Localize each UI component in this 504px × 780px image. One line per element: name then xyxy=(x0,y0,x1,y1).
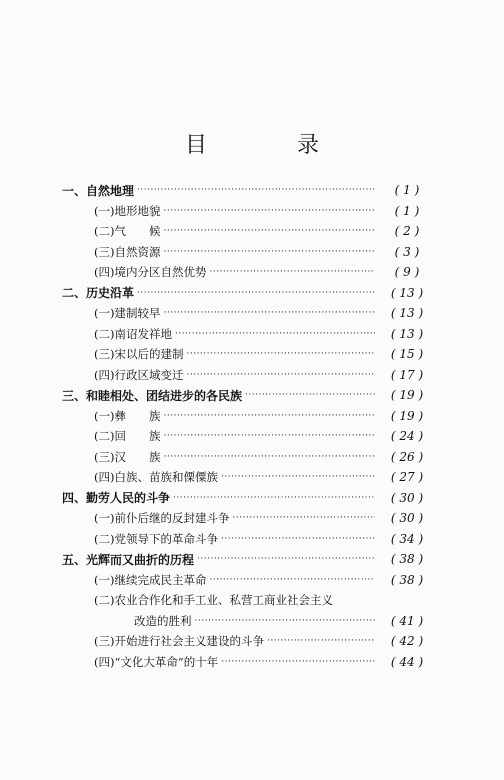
toc-entry xyxy=(62,242,436,263)
toc-page: ( 19 ) xyxy=(390,388,424,403)
toc-page: ( 9 ) xyxy=(394,265,420,280)
toc-text: 行政区域变迁 xyxy=(114,367,184,382)
toc-leader xyxy=(175,329,375,339)
toc-page: ( 19 ) xyxy=(390,408,424,423)
toc-text: 光辉而又曲折的历程 xyxy=(86,552,195,567)
toc-page: ( 2 ) xyxy=(394,224,420,239)
toc-entry xyxy=(62,201,436,222)
toc-leader xyxy=(209,575,375,585)
toc-text: 农业合作化和手工业、私营工商业社会主义 xyxy=(114,593,333,608)
toc-text: 自然地理 xyxy=(86,183,135,198)
table-of-contents xyxy=(62,180,436,672)
toc-text: 汉 族 xyxy=(114,449,161,464)
toc-entry xyxy=(62,631,436,652)
toc-leader xyxy=(232,513,375,523)
toc-page: ( 3 ) xyxy=(394,244,420,259)
toc-number: 三、 xyxy=(62,388,87,403)
toc-number: 四、 xyxy=(62,491,87,506)
toc-leader xyxy=(195,616,376,626)
toc-text: 境内分区自然优势 xyxy=(114,265,207,280)
toc-entry xyxy=(62,488,436,509)
toc-leader xyxy=(221,472,375,482)
toc-text: 建制较早 xyxy=(114,306,161,321)
toc-text: 南诏发祥地 xyxy=(114,326,172,341)
toc-leader xyxy=(209,267,375,277)
toc-number: (四) xyxy=(94,367,115,382)
toc-leader xyxy=(173,493,375,503)
toc-number: (一) xyxy=(94,511,115,526)
toc-leader xyxy=(163,431,375,441)
toc-page: ( 26 ) xyxy=(390,449,424,464)
toc-text: 改造的胜利 xyxy=(134,613,192,628)
toc-number: 五、 xyxy=(62,552,87,567)
toc-number: (四) xyxy=(94,654,115,669)
toc-page: ( 38 ) xyxy=(390,572,424,587)
toc-text: 和睦相处、团结进步的各民族 xyxy=(86,388,243,403)
toc-page: ( 27 ) xyxy=(390,470,424,485)
toc-text: “文化大革命”的十年 xyxy=(114,654,219,669)
toc-page: ( 1 ) xyxy=(394,203,420,218)
toc-page: ( 1 ) xyxy=(394,183,420,198)
toc-number: (二) xyxy=(94,531,115,546)
toc-leader xyxy=(163,247,375,257)
toc-page: ( 15 ) xyxy=(390,347,424,362)
toc-number: (三) xyxy=(94,347,115,362)
toc-text: 气 候 xyxy=(114,224,161,239)
toc-entry xyxy=(62,262,436,283)
toc-entry xyxy=(62,406,436,427)
toc-number: (二) xyxy=(94,326,115,341)
toc-number: (三) xyxy=(94,244,115,259)
toc-entry xyxy=(62,303,436,324)
toc-text: 勤劳人民的斗争 xyxy=(86,491,171,506)
toc-number: (四) xyxy=(94,470,115,485)
toc-text: 彝 族 xyxy=(114,408,161,423)
toc-leader xyxy=(186,349,375,359)
toc-number: (一) xyxy=(94,572,115,587)
toc-leader xyxy=(163,308,375,318)
toc-entry xyxy=(62,344,436,365)
toc-entry xyxy=(62,283,436,304)
toc-entry xyxy=(62,467,436,488)
toc-entry xyxy=(62,652,436,673)
toc-leader xyxy=(163,452,375,462)
page-title: 目 录 xyxy=(184,133,353,158)
toc-entry xyxy=(62,385,436,406)
toc-text: 开始进行社会主义建设的斗争 xyxy=(114,634,264,649)
toc-page: ( 17 ) xyxy=(390,367,424,382)
toc-text: 党领导下的革命斗争 xyxy=(114,531,218,546)
toc-leader xyxy=(267,636,375,646)
toc-leader xyxy=(137,185,375,195)
toc-entry xyxy=(62,447,436,468)
toc-leader xyxy=(221,657,375,667)
toc-number: (三) xyxy=(94,449,115,464)
toc-text: 宋以后的建制 xyxy=(114,347,184,362)
toc-entry xyxy=(62,611,436,632)
toc-page: ( 41 ) xyxy=(390,613,424,628)
toc-page: ( 24 ) xyxy=(390,429,424,444)
toc-page: ( 34 ) xyxy=(390,531,424,546)
toc-number: (二) xyxy=(94,593,115,608)
toc-page: ( 13 ) xyxy=(390,306,424,321)
toc-text: 历史沿革 xyxy=(86,286,135,301)
toc-number: 二、 xyxy=(62,286,87,301)
toc-leader xyxy=(163,226,375,236)
toc-number: (二) xyxy=(94,429,115,444)
toc-leader xyxy=(163,206,375,216)
toc-entry xyxy=(62,508,436,529)
toc-leader xyxy=(197,554,375,564)
toc-text: 回 族 xyxy=(114,429,161,444)
toc-entry xyxy=(62,365,436,386)
toc-page: ( 38 ) xyxy=(390,552,424,567)
toc-page: ( 44 ) xyxy=(390,654,424,669)
toc-number: (四) xyxy=(94,265,115,280)
toc-entry xyxy=(62,590,436,611)
toc-leader xyxy=(186,370,375,380)
toc-number: (一) xyxy=(94,203,115,218)
toc-entry xyxy=(62,221,436,242)
toc-number: (三) xyxy=(94,634,115,649)
toc-text: 自然资源 xyxy=(114,244,161,259)
toc-entry xyxy=(62,529,436,550)
toc-text: 继续完成民主革命 xyxy=(114,572,207,587)
toc-leader xyxy=(221,534,375,544)
toc-page: ( 42 ) xyxy=(390,634,424,649)
toc-page: ( 30 ) xyxy=(390,490,424,505)
toc-page: ( 13 ) xyxy=(390,326,424,341)
toc-leader xyxy=(163,411,375,421)
toc-entry xyxy=(62,570,436,591)
toc-leader xyxy=(245,390,375,400)
toc-text: 前仆后继的反封建斗争 xyxy=(114,511,230,526)
toc-number: 一、 xyxy=(62,183,87,198)
toc-page: ( 13 ) xyxy=(390,285,424,300)
toc-entry xyxy=(62,180,436,201)
toc-text: 白族、苗族和傈僳族 xyxy=(114,470,218,485)
toc-leader xyxy=(137,288,375,298)
toc-number: (一) xyxy=(94,306,115,321)
toc-entry xyxy=(62,324,436,345)
toc-number: (一) xyxy=(94,408,115,423)
toc-text: 地形地貌 xyxy=(114,203,161,218)
toc-number: (二) xyxy=(94,224,115,239)
toc-entry xyxy=(62,549,436,570)
toc-entry xyxy=(62,426,436,447)
toc-page: ( 30 ) xyxy=(390,511,424,526)
